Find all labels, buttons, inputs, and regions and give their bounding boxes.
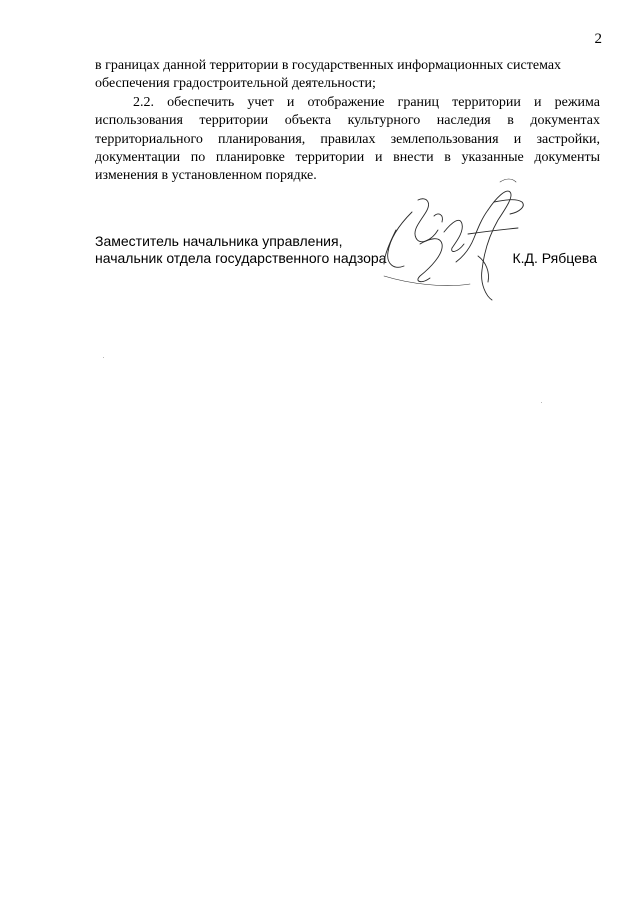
scan-speck: [103, 357, 104, 358]
scan-speck: [541, 402, 542, 403]
document-body: [95, 57, 600, 186]
page-number: 2: [594, 31, 602, 47]
signatory-position-line-2: начальник отдела государственного надзора: [95, 250, 387, 266]
paragraph-item-2-2: 2.2. обеспечить учет и отображение границ территории и режима использования территории объекта культурного наследия в документах территориального планирования, правилах землепользования и застройки, документации по планировке территории и внести в указанные документы изменения в установленном порядке.: [95, 94, 600, 184]
signatory-position-line-1: Заместитель начальника управления,: [95, 233, 343, 249]
paragraph-continuation: в границах данной территории в государственных информационных системах обеспечения градостроительной деятельности;: [95, 58, 562, 92]
signatory-name: К.Д. Рябцева: [512, 250, 597, 266]
handwritten-signature-icon: [360, 172, 535, 307]
